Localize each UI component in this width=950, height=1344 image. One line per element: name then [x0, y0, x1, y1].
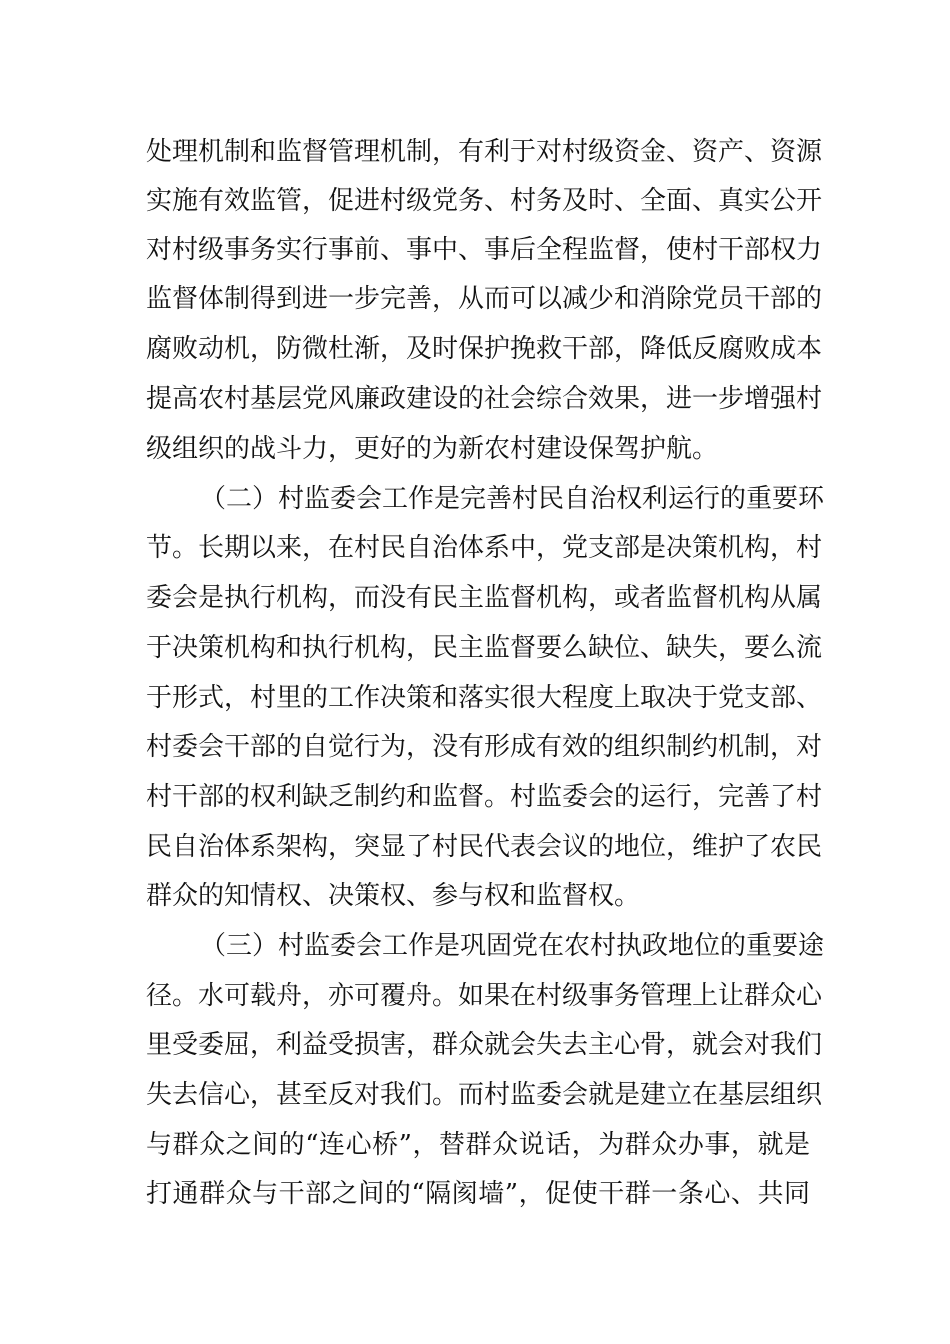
- text-line: 监督体制得到进一步完善，从而可以减少和消除党员干部的: [146, 284, 823, 314]
- text-line: 失去信心，甚至反对我们。而村监委会就是建立在基层组织: [146, 1080, 823, 1110]
- text-line: 民自治体系架构，突显了村民代表会议的地位，维护了农民: [146, 832, 823, 862]
- text-line: 村干部的权利缺乏制约和监督。村监委会的运行，完善了村: [146, 782, 823, 812]
- text-line: 提高农村基层党风廉政建设的社会综合效果，进一步增强村: [146, 384, 823, 414]
- text-line: 腐败动机，防微杜渐，及时保护挽救干部，降低反腐败成本: [146, 334, 823, 364]
- text-line: 打通群众与干部之间的“隔阂墙”，促使干群一条心、共同: [146, 1179, 810, 1209]
- text-line: 群众的知情权、决策权、参与权和监督权。: [146, 881, 641, 911]
- paragraph-heading-line: （二）村监委会工作是完善村民自治权利运行的重要环: [200, 484, 825, 514]
- paragraph-heading-line: （三）村监委会工作是巩固党在农村执政地位的重要途: [200, 931, 825, 961]
- text-line: 委会是执行机构，而没有民主监督机构，或者监督机构从属: [146, 583, 823, 613]
- text-line: 节。长期以来，在村民自治体系中，党支部是决策机构，村: [146, 533, 823, 563]
- text-line: 于形式，村里的工作决策和落实很大程度上取决于党支部、: [146, 683, 823, 713]
- text-line: 村委会干部的自觉行为，没有形成有效的组织制约机制，对: [146, 732, 823, 762]
- text-line: 径。水可载舟，亦可覆舟。如果在村级事务管理上让群众心: [146, 981, 823, 1011]
- text-line: 里受委屈，利益受损害，群众就会失去主心骨，就会对我们: [146, 1030, 823, 1060]
- text-line: 对村级事务实行事前、事中、事后全程监督，使村干部权力: [146, 235, 823, 265]
- text-line: 处理机制和监督管理机制，有利于对村级资金、资产、资源: [146, 137, 823, 167]
- text-line: 于决策机构和执行机构，民主监督要么缺位、缺失，要么流: [146, 633, 823, 663]
- text-line: 实施有效监管，促进村级党务、村务及时、全面、真实公开: [146, 186, 823, 216]
- text-line: 与群众之间的“连心桥”，替群众说话，为群众办事，就是: [146, 1130, 810, 1160]
- text-line: 级组织的战斗力，更好的为新农村建设保驾护航。: [146, 434, 719, 464]
